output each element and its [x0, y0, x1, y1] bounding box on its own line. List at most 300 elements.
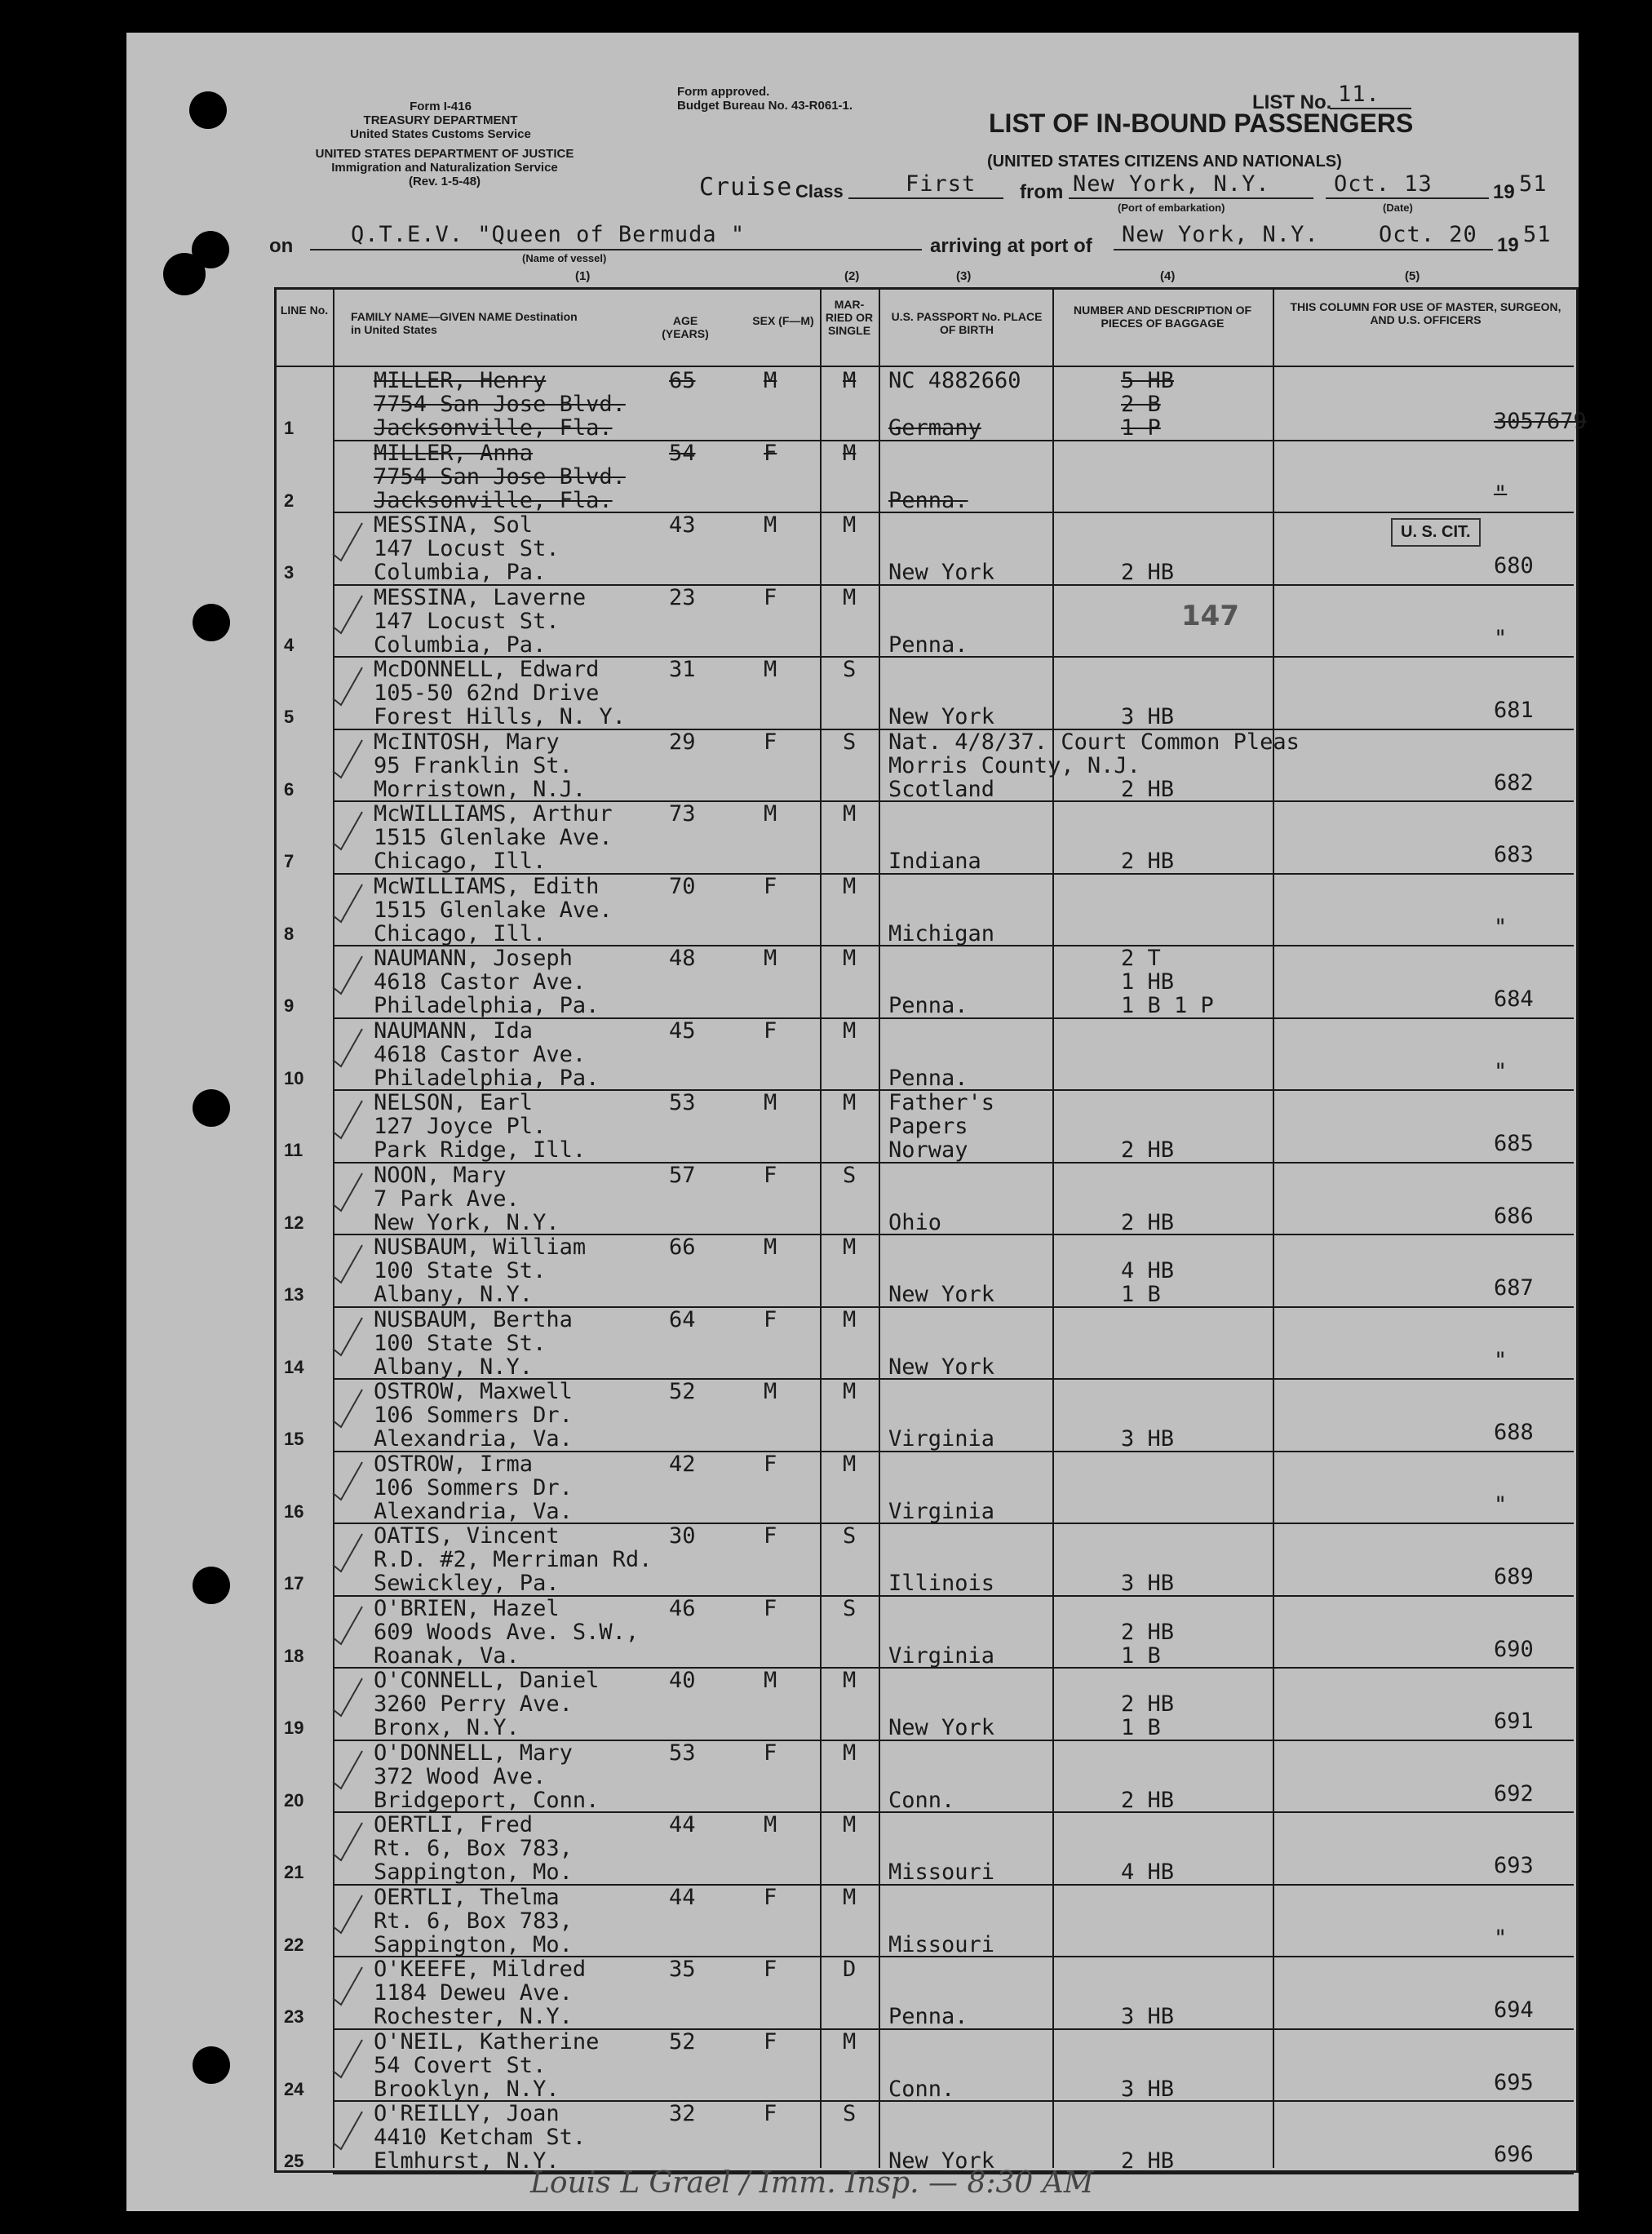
vessel-name: Q.T.E.V. "Queen of Bermuda "	[351, 222, 746, 247]
baggage-line3: 2 HB	[1121, 560, 1175, 585]
arrive-port: New York, N.Y.	[1122, 222, 1319, 247]
passenger-address: 4618 Castor Ave.	[374, 1041, 587, 1067]
table-row	[274, 513, 1574, 586]
year-prefix: 19	[1493, 181, 1515, 203]
passenger-age: 64	[669, 1306, 696, 1332]
passenger-city: Alexandria, Va.	[374, 1426, 573, 1452]
passenger-city: Bridgeport, Conn.	[374, 1787, 600, 1813]
dept-block	[269, 147, 620, 188]
table-row	[274, 2102, 1574, 2174]
passenger-sex: F	[764, 1595, 777, 1621]
colhead-officers: THIS COLUMN FOR USE OF MASTER, SURGEON, AND U.S. OFFICERS	[1290, 300, 1561, 326]
punch-hole	[193, 1089, 230, 1127]
place-of-birth: Michigan	[888, 920, 995, 946]
passenger-city: Columbia, Pa.	[374, 560, 547, 585]
passenger-address: 4618 Castor Ave.	[374, 969, 587, 995]
marital-status: M	[843, 1451, 857, 1477]
passenger-address: 4410 Ketcham St.	[374, 2125, 587, 2150]
table-row	[274, 1524, 1574, 1597]
passenger-address: 1515 Glenlake Ave.	[374, 897, 613, 923]
marital-status: M	[843, 512, 857, 538]
passenger-city: Park Ridge, Ill.	[374, 1137, 587, 1163]
passenger-address: R.D. #2, Merriman Rd.	[374, 1547, 653, 1572]
checkmark-icon	[331, 1605, 364, 1646]
table-row	[274, 1741, 1574, 1814]
punch-hole	[193, 1567, 230, 1604]
passport-line1: Father's	[888, 1090, 995, 1115]
place-of-birth: Conn.	[888, 1787, 955, 1813]
passenger-age: 32	[669, 2101, 696, 2126]
line-number: 20	[284, 1789, 304, 1811]
checkmark-icon	[331, 1532, 364, 1573]
baggage-line3: 3 HB	[1121, 2076, 1175, 2102]
baggage-line1: 2 T	[1121, 946, 1161, 971]
passenger-address: 106 Sommers Dr.	[374, 1403, 573, 1428]
passenger-name: O'BRIEN, Hazel	[374, 1595, 560, 1621]
passenger-city: Albany, N.Y.	[374, 1354, 534, 1380]
passenger-name: MESSINA, Laverne	[374, 584, 587, 610]
passenger-name: NELSON, Earl	[374, 1090, 534, 1115]
passenger-address: 106 Sommers Dr.	[374, 1474, 573, 1500]
baggage-line3: 3 HB	[1121, 1426, 1175, 1452]
passenger-sex: F	[764, 1162, 777, 1188]
arrive-date: Oct. 20	[1379, 222, 1477, 247]
line-number: 3	[284, 562, 295, 583]
marital-status: M	[843, 2028, 857, 2054]
checkmark-icon	[331, 1749, 364, 1790]
baggage-line3: 2 HB	[1121, 776, 1175, 802]
from-date: Oct. 13	[1334, 171, 1433, 197]
table-row	[274, 1886, 1574, 1958]
passenger-city: New York, N.Y.	[374, 1209, 560, 1235]
place-of-birth: New York	[888, 704, 995, 729]
checkmark-icon	[331, 2038, 364, 2079]
passenger-age: 40	[669, 1668, 696, 1693]
officer-number: 690	[1494, 1636, 1534, 1662]
place-of-birth: Penna.	[888, 1065, 968, 1091]
marital-status: M	[843, 1884, 857, 1910]
marital-status: M	[843, 1379, 857, 1404]
checkmark-icon	[331, 1027, 364, 1068]
passenger-name: McWILLIAMS, Edith	[374, 873, 600, 899]
passenger-name: NOON, Mary	[374, 1162, 507, 1188]
baggage-line2: 2 HB	[1121, 1691, 1175, 1717]
place-of-birth: Scotland	[888, 776, 995, 802]
officer-number: 689	[1494, 1564, 1534, 1589]
officer-number: "	[1494, 1492, 1508, 1518]
passenger-age: 53	[669, 1090, 696, 1115]
passenger-address: 7754 San Jose Blvd.	[374, 463, 626, 490]
marital-status: M	[843, 584, 857, 610]
baggage-line3: 3 HB	[1121, 704, 1175, 729]
officer-number: "	[1494, 481, 1508, 507]
checkmark-icon	[331, 738, 364, 779]
baggage-line3: 2 HB	[1121, 1137, 1175, 1163]
officer-number: 685	[1494, 1131, 1534, 1156]
officer-number: 691	[1494, 1709, 1534, 1734]
marital-status: S	[843, 1523, 857, 1549]
marital-status: M	[843, 946, 857, 971]
passenger-age: 57	[669, 1162, 696, 1188]
passenger-name: McDONNELL, Edward	[374, 657, 600, 682]
form-number: Form I-416	[410, 100, 472, 113]
line-number: 14	[284, 1356, 304, 1377]
passenger-name: MILLER, Anna	[374, 440, 534, 466]
marital-status: S	[843, 1595, 857, 1621]
passenger-address: 3260 Perry Ave.	[374, 1691, 573, 1717]
passenger-age: 42	[669, 1451, 696, 1477]
punch-hole	[193, 604, 230, 641]
colnum-1: (1)	[575, 269, 591, 283]
passenger-age: 44	[669, 1812, 696, 1837]
passenger-sex: F	[764, 2101, 777, 2126]
passport-line1: Nat. 4/8/37. Court Common Pleas	[888, 729, 1300, 755]
colnum-3: (3)	[956, 269, 972, 283]
passenger-sex: F	[764, 1451, 777, 1477]
class-label: Class	[795, 181, 844, 202]
table-row	[274, 875, 1574, 947]
passenger-address: Rt. 6, Box 783,	[374, 1908, 573, 1934]
place-of-birth: Penna.	[888, 2004, 968, 2029]
place-of-birth: New York	[888, 560, 995, 585]
passenger-age: 35	[669, 1957, 696, 1982]
passenger-age: 43	[669, 512, 696, 538]
passenger-age: 53	[669, 1740, 696, 1766]
passenger-name: OSTROW, Maxwell	[374, 1379, 573, 1404]
table-row	[274, 441, 1574, 514]
list-no-value: 11.	[1338, 82, 1380, 107]
checkmark-icon	[331, 1966, 364, 2006]
marital-status: D	[843, 1957, 857, 1982]
colnum-4: (4)	[1160, 269, 1176, 283]
line-number: 18	[284, 1645, 304, 1666]
table-row	[274, 1813, 1574, 1886]
passenger-sex: F	[764, 1884, 777, 1910]
officer-number: 694	[1494, 1997, 1534, 2023]
line-number: 6	[284, 778, 295, 800]
passenger-age: 70	[669, 873, 696, 899]
baggage-line2: 1 HB	[1121, 969, 1175, 995]
from-underline	[1069, 197, 1313, 199]
passenger-city: Chicago, Ill.	[374, 920, 547, 946]
page-subtitle: (UNITED STATES CITIZENS AND NATIONALS)	[987, 153, 1342, 171]
passenger-name: MESSINA, Sol	[374, 512, 534, 538]
passenger-name: NUSBAUM, Bertha	[374, 1306, 573, 1332]
place-of-birth: Missouri	[888, 1931, 995, 1957]
officer-number: 686	[1494, 1203, 1534, 1229]
passenger-city: Albany, N.Y.	[374, 1282, 534, 1307]
officer-number: "	[1494, 914, 1508, 940]
passenger-city: Sappington, Mo.	[374, 1931, 573, 1957]
passenger-city: Forest Hills, N. Y.	[374, 704, 626, 729]
passenger-age: 73	[669, 801, 696, 827]
place-of-birth: Virginia	[888, 1426, 995, 1452]
line-number: 24	[284, 2078, 304, 2099]
checkmark-icon	[331, 883, 364, 924]
marital-status: M	[843, 1306, 857, 1332]
year-from: 51	[1519, 171, 1548, 197]
date-caption: (Date)	[1383, 202, 1413, 214]
passenger-address: 609 Woods Ave. S.W.,	[374, 1619, 640, 1645]
colhead-baggage: NUMBER AND DESCRIPTION OF PIECES OF BAGGAGE	[1073, 304, 1252, 330]
us-citizen-stamp: U. S. CIT.	[1391, 518, 1481, 547]
passenger-sex: F	[764, 873, 777, 899]
checkmark-icon	[331, 1172, 364, 1212]
passenger-address: 1515 Glenlake Ave.	[374, 825, 613, 850]
table-row	[274, 1091, 1574, 1164]
table-row	[274, 1452, 1574, 1525]
passenger-city: Elmhurst, N.Y.	[374, 2148, 560, 2174]
baggage-line3: 1 B 1 P	[1121, 993, 1214, 1018]
punch-hole	[163, 253, 206, 295]
passenger-name: O'KEEFE, Mildred	[374, 1957, 587, 1982]
passenger-sex: M	[764, 1812, 777, 1837]
checkmark-icon	[331, 594, 364, 635]
place-of-birth: Conn.	[888, 2076, 955, 2102]
marital-status: M	[843, 1090, 857, 1115]
officer-number: 682	[1494, 769, 1534, 796]
officer-number: 680	[1494, 553, 1534, 578]
passenger-sex: F	[764, 440, 777, 466]
passenger-age: 31	[669, 657, 696, 682]
table-row	[274, 946, 1574, 1019]
passenger-sex: M	[764, 512, 777, 538]
budget-bureau: Budget Bureau No. 43-R061-1.	[677, 99, 853, 113]
baggage-line2: 2 HB	[1121, 1619, 1175, 1645]
marital-status: M	[843, 1812, 857, 1837]
officer-number: 3057679	[1494, 409, 1587, 434]
passenger-city: Brooklyn, N.Y.	[374, 2076, 560, 2102]
passenger-name: O'CONNELL, Daniel	[374, 1668, 600, 1693]
ins-service: Immigration and Naturalization Service	[331, 161, 558, 175]
passenger-city: Rochester, N.Y.	[374, 2004, 573, 2029]
marital-status: M	[843, 1668, 857, 1693]
table-row	[274, 802, 1574, 875]
cruise-label: Cruise	[699, 173, 793, 202]
passenger-address: 105-50 62nd Drive	[374, 680, 600, 706]
passenger-sex: M	[764, 657, 777, 682]
passenger-age: 54	[669, 440, 696, 466]
place-of-birth: New York	[888, 1715, 995, 1740]
arrive-underline	[1114, 249, 1493, 250]
table-row	[274, 2030, 1574, 2103]
table-row	[274, 1597, 1574, 1669]
passenger-address: 95 Franklin St.	[374, 752, 573, 778]
checkmark-icon	[331, 666, 364, 707]
passenger-sex: M	[764, 801, 777, 827]
table-row	[274, 1957, 1574, 2030]
class-value: First	[906, 171, 977, 197]
dept-justice: UNITED STATES DEPARTMENT OF JUSTICE	[315, 147, 574, 161]
checkmark-icon	[331, 1099, 364, 1140]
passenger-name: McWILLIAMS, Arthur	[374, 801, 613, 827]
passenger-address: 147 Locust St.	[374, 536, 560, 561]
place-of-birth: Virginia	[888, 1498, 995, 1524]
place-of-birth: Virginia	[888, 1642, 995, 1669]
colhead-line-no: LINE No.	[280, 304, 329, 317]
baggage-line3: 3 HB	[1121, 2004, 1175, 2029]
passenger-address: 372 Wood Ave.	[374, 1763, 547, 1789]
passenger-age: 30	[669, 1523, 696, 1549]
passenger-city: Bronx, N.Y.	[374, 1715, 520, 1740]
passport-line2: Papers	[888, 1114, 968, 1139]
baggage-line3: 1 P	[1121, 415, 1161, 441]
place-of-birth: Penna.	[888, 487, 968, 513]
checkmark-icon	[331, 955, 364, 995]
on-label: on	[269, 235, 294, 257]
vessel-underline	[310, 249, 922, 250]
baggage-line3: 2 HB	[1121, 849, 1175, 874]
from-port: New York, N.Y.	[1073, 171, 1270, 197]
officer-number: "	[1494, 625, 1508, 651]
passport-line2: Morris County, N.J.	[888, 752, 1140, 778]
passenger-address: 147 Locust St.	[374, 608, 560, 634]
passenger-age: 45	[669, 1017, 696, 1044]
passenger-name: OSTROW, Irma	[374, 1451, 534, 1477]
inspector-signature: Louis L Grael / Imm. Insp. — 8:30 AM	[530, 2166, 1094, 2200]
passenger-sex: F	[764, 2028, 777, 2054]
passenger-sex: M	[764, 1668, 777, 1693]
passenger-sex: M	[764, 1379, 777, 1404]
officer-number: 692	[1494, 1780, 1534, 1806]
class-underline	[848, 197, 1003, 199]
officer-number: 693	[1494, 1853, 1534, 1878]
line-number: 8	[284, 923, 295, 944]
checkmark-icon	[331, 1461, 364, 1501]
line-number: 13	[284, 1284, 304, 1305]
line-number: 12	[284, 1212, 304, 1233]
treasury-dept: TREASURY DEPARTMENT	[363, 113, 518, 127]
officer-number: "	[1494, 1347, 1508, 1373]
passenger-age: 29	[669, 729, 696, 755]
colnum-2: (2)	[844, 269, 860, 283]
table-row	[274, 658, 1574, 730]
place-of-birth: Norway	[888, 1137, 968, 1163]
passenger-name: O'DONNELL, Mary	[374, 1740, 573, 1766]
passenger-age: 66	[669, 1234, 696, 1260]
checkmark-icon	[331, 521, 364, 562]
checkmark-icon	[331, 1677, 364, 1718]
checkmark-icon	[331, 1894, 364, 1935]
date-underline	[1326, 197, 1489, 199]
officer-number: 683	[1494, 842, 1534, 867]
punch-hole	[193, 2046, 230, 2084]
place-of-birth: Missouri	[888, 1859, 995, 1885]
passenger-age: 44	[669, 1884, 696, 1910]
colhead-age: AGE (YEARS)	[662, 314, 709, 340]
marital-status: S	[843, 657, 857, 682]
officer-number: 687	[1494, 1275, 1534, 1301]
passenger-name: McINTOSH, Mary	[374, 729, 560, 755]
checkmark-icon	[331, 1388, 364, 1429]
colnum-5: (5)	[1405, 269, 1420, 283]
colhead-married: MAR-RIED OR SINGLE	[825, 298, 874, 337]
passenger-name: OERTLI, Thelma	[374, 1884, 560, 1910]
passenger-age: 46	[669, 1595, 696, 1621]
table-row	[274, 1380, 1574, 1452]
passenger-name: NAUMANN, Joseph	[374, 946, 573, 971]
passenger-name: OERTLI, Fred	[374, 1812, 534, 1837]
passenger-address: 127 Joyce Pl.	[374, 1114, 547, 1139]
passenger-name: O'NEIL, Katherine	[374, 2028, 600, 2054]
baggage-line2: 4 HB	[1121, 1258, 1175, 1283]
line-number: 10	[284, 1067, 304, 1088]
checkmark-icon	[331, 2110, 364, 2151]
marital-status: S	[843, 729, 857, 755]
passenger-city: Philadelphia, Pa.	[374, 993, 600, 1018]
passenger-age: 52	[669, 2028, 696, 2054]
officer-number: "	[1494, 1925, 1508, 1951]
baggage-line3: 1 B	[1121, 1282, 1161, 1307]
passenger-city: Philadelphia, Pa.	[374, 1065, 600, 1091]
checkmark-icon	[331, 1316, 364, 1357]
baggage-line3: 2 HB	[1121, 1787, 1175, 1813]
page-title: LIST OF IN-BOUND PASSENGERS	[989, 109, 1414, 138]
colhead-passport: U.S. PASSPORT No. PLACE OF BIRTH	[891, 310, 1043, 336]
checkmark-icon	[331, 1243, 364, 1284]
table-row	[274, 730, 1574, 803]
line-number: 22	[284, 1934, 304, 1955]
year-prefix-2: 19	[1497, 234, 1519, 256]
marital-status: S	[843, 1162, 857, 1188]
passenger-name: O'REILLY, Joan	[374, 2101, 560, 2126]
colhead-sex: SEX (F—M)	[752, 314, 814, 327]
passenger-age: 23	[669, 584, 696, 610]
table-row	[274, 1669, 1574, 1741]
passenger-sex: F	[764, 1523, 777, 1549]
passenger-age: 65	[669, 368, 696, 393]
from-label: from	[1020, 181, 1064, 203]
passenger-sex: F	[764, 1017, 777, 1044]
passenger-address: 54 Covert St.	[374, 2052, 547, 2078]
place-of-birth: Illinois	[888, 1571, 995, 1596]
port-caption: (Port of embarkation)	[1118, 202, 1225, 214]
marital-status: M	[843, 1017, 857, 1044]
line-number: 23	[284, 2006, 304, 2027]
passenger-sex: F	[764, 1957, 777, 1982]
marital-status: M	[843, 440, 857, 466]
passenger-city: Sewickley, Pa.	[374, 1571, 560, 1596]
line-number: 19	[284, 1718, 304, 1738]
baggage-line3: 2 HB	[1121, 1209, 1175, 1235]
place-of-birth: New York	[888, 1282, 995, 1307]
officer-number: 684	[1494, 986, 1534, 1012]
passenger-name: NUSBAUM, William	[374, 1234, 587, 1260]
passenger-address: 7 Park Ave.	[374, 1186, 520, 1212]
officer-number: 695	[1494, 2069, 1534, 2095]
baggage-line3: 1 B	[1121, 1642, 1161, 1669]
arriving-label: arriving at port of	[930, 235, 1092, 257]
passenger-sex: F	[764, 584, 777, 610]
passenger-city: Jacksonville, Fla.	[374, 415, 613, 441]
passenger-city: Jacksonville, Fla.	[374, 487, 613, 513]
baggage-line3: 4 HB	[1121, 1859, 1175, 1885]
baggage-line3: 2 HB	[1121, 2148, 1175, 2174]
passenger-name: NAUMANN, Ida	[374, 1017, 534, 1044]
passenger-name: MILLER, Henry	[374, 368, 547, 393]
colhead-name: FAMILY NAME—GIVEN NAME Destination in United States	[351, 310, 578, 336]
passenger-sex: M	[764, 1234, 777, 1260]
punch-hole	[189, 91, 227, 129]
line-number: 16	[284, 1500, 304, 1522]
marital-status: M	[843, 1740, 857, 1766]
place-of-birth: Ohio	[888, 1209, 942, 1235]
officer-number: 688	[1494, 1420, 1534, 1445]
line-number: 4	[284, 634, 295, 655]
form-revision: (Rev. 1-5-48)	[408, 175, 481, 188]
passenger-age: 52	[669, 1379, 696, 1404]
line-number: 25	[284, 2151, 304, 2171]
